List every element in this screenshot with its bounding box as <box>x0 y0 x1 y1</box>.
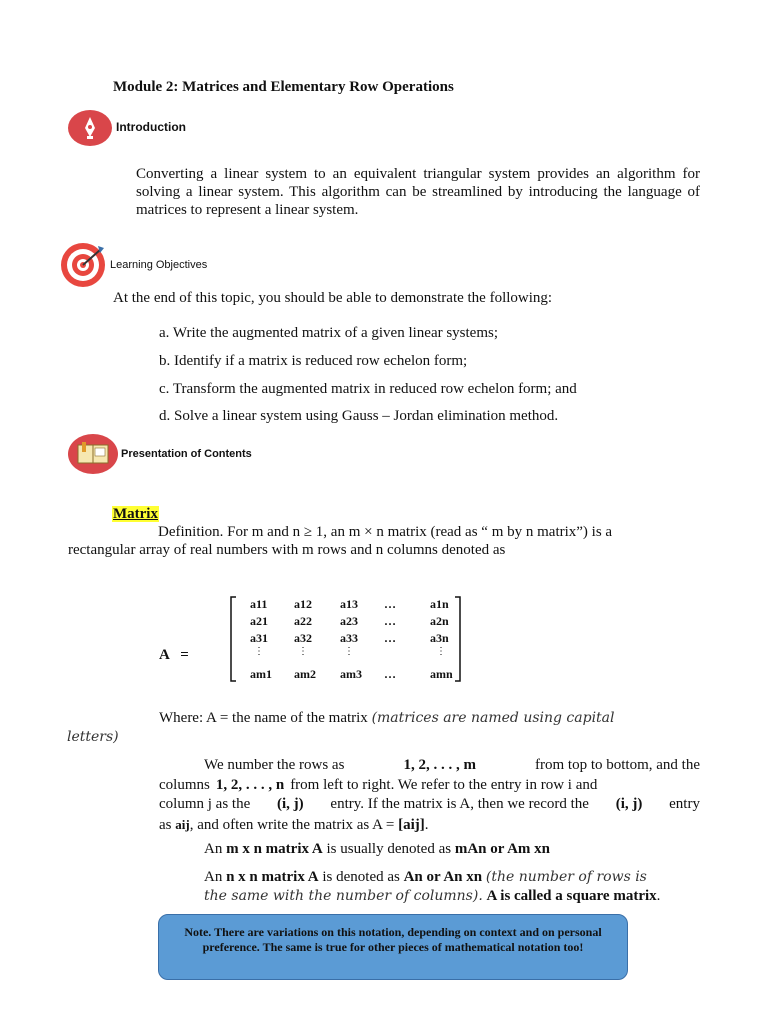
page-title: Module 2: Matrices and Elementary Row Operations <box>113 79 454 95</box>
where-line <box>159 710 615 727</box>
sq-c: is denoted as <box>322 869 400 885</box>
rows-l3c: entry. If the matrix is A, then we record the <box>330 796 589 812</box>
where-italic-cont: letters) <box>67 729 119 745</box>
matrix-entry: a22 <box>294 614 312 628</box>
rows-l2c: from left to right. We refer to the entry in row i and <box>290 776 598 793</box>
mn-notation-line <box>204 841 550 858</box>
square-notation-line-1 <box>204 869 647 886</box>
section-objectives: Learning Objectives <box>110 259 208 271</box>
rows-paragraph <box>159 756 700 835</box>
square-notation-line-2 <box>204 888 660 905</box>
rows-l4b: aij <box>175 816 190 832</box>
matrix-entry: … <box>384 597 396 611</box>
matrix-row <box>228 646 468 662</box>
mn-a: An <box>204 841 223 857</box>
rows-l1b: 1, 2, . . . , m <box>403 757 476 773</box>
matrix-entry: a31 <box>250 631 268 645</box>
matrix-entry: a12 <box>294 597 312 611</box>
matrix-entry: ⋮ <box>298 646 308 657</box>
matrix-entry: a21 <box>250 614 268 628</box>
matrix-entry: a33 <box>340 631 358 645</box>
matrix-entry: a1n <box>430 597 449 611</box>
target-icon <box>60 242 106 288</box>
matrix-entry: a11 <box>250 597 268 611</box>
definition-line-1: Definition. For m and n ≥ 1, an m × n matrix (read as “ m by n matrix”) is a <box>158 524 613 540</box>
matrix-entry: am3 <box>340 667 362 681</box>
objectives-lead: At the end of this topic, you should be able to demonstrate the following: <box>113 290 553 306</box>
rows-l1a: We number the rows as <box>204 757 345 773</box>
rows-l4c: , and often write the matrix as A = <box>189 816 395 833</box>
matrix-entry: a23 <box>340 614 358 628</box>
rows-l2b: 1, 2, . . . , n <box>215 776 285 793</box>
matrix-entry: … <box>384 667 396 681</box>
sq-b: n x n matrix A <box>226 869 319 885</box>
sq-d: An or An xn <box>403 869 483 885</box>
section-presentation: Presentation of Contents <box>121 448 252 460</box>
rows-l1c: from top to bottom, and the <box>535 757 700 773</box>
matrix-heading: Matrix <box>113 506 158 522</box>
matrix-entry: ⋮ <box>344 646 354 657</box>
rows-l4a: as <box>159 816 172 833</box>
matrix-entry: a32 <box>294 631 312 645</box>
rows-l3d: (i, j) <box>615 796 643 812</box>
mn-d: mAn or Am xn <box>454 841 550 857</box>
where-italic: (matrices are named using capital <box>371 710 615 726</box>
objective-item-d: d. Solve a linear system using Gauss – Jordan elimination method. <box>159 408 559 424</box>
matrix-entry: amn <box>430 667 453 681</box>
matrix-entry: … <box>384 631 396 645</box>
section-introduction: Introduction <box>116 120 186 134</box>
matrix-entry: … <box>384 614 396 628</box>
mn-c: is usually denoted as <box>326 841 452 857</box>
matrix-row <box>228 667 468 683</box>
note-text: Note. There are variations on this notation, depending on context and on personal preference. The same is true for other pieces of mathematical notation too! <box>184 925 602 954</box>
rows-l2a: columns <box>159 776 210 793</box>
matrix-display <box>228 595 473 683</box>
pen-nib-icon <box>68 110 112 146</box>
rows-l4e: . <box>424 816 429 833</box>
intro-paragraph: Converting a linear system to an equivalent triangular system provides an algorithm for solving a linear system. This algorithm can be streamlined by introducing the language of matrices to represent a linear system. <box>136 166 700 218</box>
matrix-entry: a2n <box>430 614 449 628</box>
matrix-entry: ⋮ <box>254 646 264 657</box>
rows-l3b: (i, j) <box>277 796 304 812</box>
matrix-entry: am1 <box>250 667 272 681</box>
objective-item-b: b. Identify if a matrix is reduced row echelon form; <box>159 353 468 369</box>
rows-l3e: entry <box>669 796 700 812</box>
sq-h: . <box>656 888 661 904</box>
matrix-row <box>228 597 468 613</box>
objective-item-a: a. Write the augmented matrix of a given linear systems; <box>159 325 499 341</box>
rows-l3a: column j as the <box>159 796 251 812</box>
matrix-entry: am2 <box>294 667 316 681</box>
sq-e: (the number of rows is <box>485 869 647 885</box>
sq-g: A is called a square matrix <box>486 888 657 904</box>
book-icon <box>68 434 118 474</box>
rows-l4d: [aij] <box>398 816 425 833</box>
note-box <box>158 914 628 980</box>
matrix-row <box>228 614 468 630</box>
matrix-row <box>228 631 468 647</box>
matrix-label: A = <box>159 647 189 663</box>
where-text: Where: A = the name of the matrix <box>159 710 368 726</box>
matrix-entry: ⋮ <box>436 646 446 657</box>
mn-b: m x n matrix A <box>226 841 323 857</box>
sq-f: the same with the number of columns). <box>204 888 483 904</box>
definition-line-2: rectangular array of real numbers with m rows and n columns denoted as <box>68 542 506 558</box>
objective-item-c: c. Transform the augmented matrix in reduced row echelon form; and <box>159 381 577 397</box>
matrix-entry: a13 <box>340 597 358 611</box>
matrix-entry: a3n <box>430 631 449 645</box>
sq-a: An <box>204 869 223 885</box>
